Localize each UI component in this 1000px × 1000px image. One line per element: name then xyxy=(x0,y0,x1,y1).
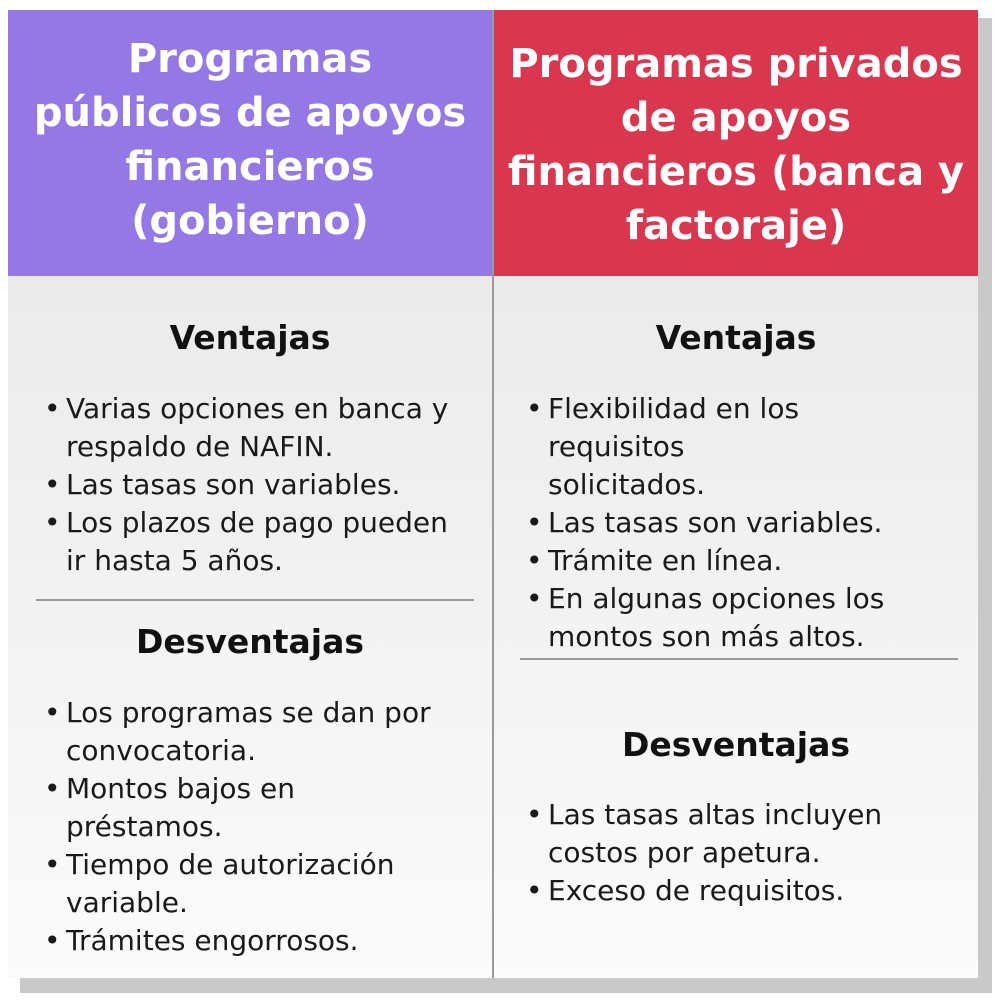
public-section-divider xyxy=(36,599,474,601)
list-item: • Montos bajos en préstamos. xyxy=(42,770,326,846)
private-disadvantages-list xyxy=(524,796,944,910)
list-item: • Las tasas son variables. xyxy=(524,504,944,542)
list-item: • Exceso de requisitos. xyxy=(524,872,944,910)
private-programs-header xyxy=(494,10,978,276)
list-item: • Tiempo de autorización variable. xyxy=(42,846,426,922)
private-advantages-title: Ventajas xyxy=(655,318,817,357)
public-programs-header xyxy=(8,10,492,276)
public-advantages-title: Ventajas xyxy=(169,318,331,357)
public-disadvantages-list xyxy=(42,694,462,960)
list-item: • Las tasas son variables. xyxy=(42,466,472,504)
list-item: • En algunas opciones los montos son más altos. xyxy=(524,580,948,656)
private-programs-column xyxy=(494,10,978,978)
private-advantages-list xyxy=(524,390,944,656)
private-disadvantages-title: Desventajas xyxy=(621,725,851,764)
list-item: • Flexibilidad en los requisitos solicitados. xyxy=(524,390,848,504)
private-programs-title: Programas privados de apoyos financieros (banca y factoraje) xyxy=(507,41,965,249)
list-item: • Varias opciones en banca y respaldo de NAFIN. xyxy=(42,390,472,466)
private-section-divider xyxy=(520,658,958,660)
list-item: • Los plazos de pago pueden ir hasta 5 años. xyxy=(42,504,476,580)
public-programs-title: Programas públicos de apoyos financieros (gobierno) xyxy=(33,36,467,244)
comparison-table xyxy=(8,10,978,978)
list-item: • Los programas se dan por convocatoria. xyxy=(42,694,462,770)
public-programs-column xyxy=(8,10,492,978)
public-advantages-list xyxy=(42,390,472,580)
public-disadvantages-title: Desventajas xyxy=(135,622,365,661)
list-item: • Las tasas altas incluyen costos por apetura. xyxy=(524,796,928,872)
list-item: • Trámite en línea. xyxy=(524,542,944,580)
list-item: • Trámites engorrosos. xyxy=(42,922,462,960)
